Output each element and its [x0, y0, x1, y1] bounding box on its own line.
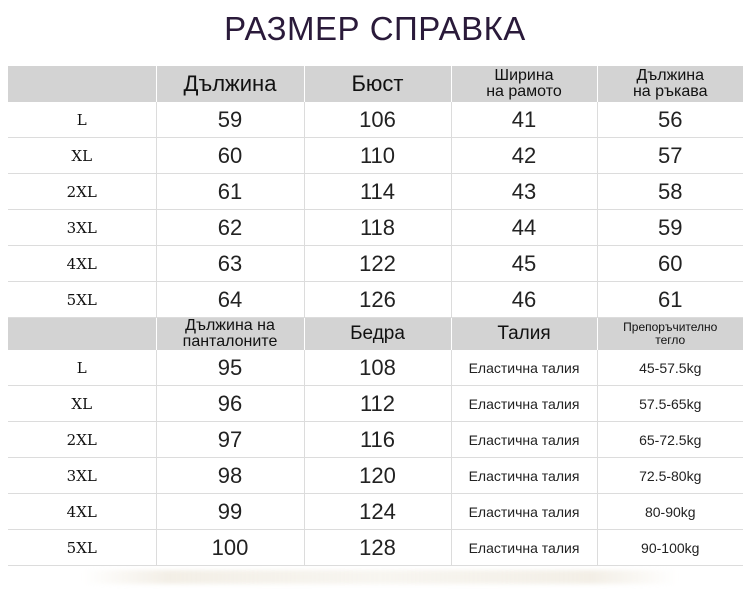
length-cell: 63	[156, 246, 304, 282]
pants-length-cell: 98	[156, 458, 304, 494]
table-row	[8, 174, 743, 210]
length-cell: 59	[156, 102, 304, 138]
table-row	[8, 210, 743, 246]
waist-cell: Еластична талия	[451, 350, 597, 386]
length-cell: 61	[156, 174, 304, 210]
header-bust: Бюст	[304, 66, 451, 102]
header-weight-line2: тегло	[655, 333, 686, 347]
bust-cell: 110	[304, 138, 451, 174]
bust-cell: 114	[304, 174, 451, 210]
shoulder-cell: 45	[451, 246, 597, 282]
size-cell: XL	[8, 138, 156, 174]
size-cell: L	[8, 102, 156, 138]
waist-cell: Еластична талия	[451, 530, 597, 566]
waist-cell: Еластична талия	[451, 386, 597, 422]
sleeve-cell: 61	[597, 282, 743, 318]
header-pants-line2: панталоните	[182, 333, 278, 350]
size-cell: XL	[8, 386, 156, 422]
shoulder-cell: 41	[451, 102, 597, 138]
weight-cell: 80-90kg	[597, 494, 743, 530]
page-title: РАЗМЕР СПРАВКА	[224, 10, 526, 47]
table-row	[8, 138, 743, 174]
header-empty	[8, 66, 156, 102]
size-cell: 4XL	[8, 494, 156, 530]
size-cell: 5XL	[8, 282, 156, 318]
waist-cell: Еластична талия	[451, 422, 597, 458]
size-cell: 5XL	[8, 530, 156, 566]
header-waist: Талия	[451, 318, 597, 351]
header-shoulder-line1: Ширина	[494, 67, 554, 84]
table-row	[8, 422, 743, 458]
waist-cell: Еластична талия	[451, 494, 597, 530]
header-weight-line1: Препоръчително	[623, 320, 718, 334]
size-cell: 2XL	[8, 422, 156, 458]
header-recommended-weight	[597, 318, 743, 351]
size-cell: 3XL	[8, 458, 156, 494]
sleeve-cell: 56	[597, 102, 743, 138]
waist-cell: Еластична талия	[451, 458, 597, 494]
header-shoulder-line2: на рамото	[486, 83, 562, 100]
sleeve-cell: 58	[597, 174, 743, 210]
header-pants-length	[156, 318, 304, 351]
bust-cell: 118	[304, 210, 451, 246]
size-cell: 3XL	[8, 210, 156, 246]
table-row	[8, 102, 743, 138]
pants-length-cell: 100	[156, 530, 304, 566]
size-cell: 2XL	[8, 174, 156, 210]
shoulder-cell: 42	[451, 138, 597, 174]
header-pants-line1: Дължина на	[185, 317, 275, 334]
table-row	[8, 458, 743, 494]
length-cell: 64	[156, 282, 304, 318]
hips-cell: 116	[304, 422, 451, 458]
pants-length-cell: 99	[156, 494, 304, 530]
shoulder-cell: 43	[451, 174, 597, 210]
header-shoulder-width	[451, 66, 597, 102]
size-cell: L	[8, 350, 156, 386]
pants-length-cell: 97	[156, 422, 304, 458]
pants-length-cell: 95	[156, 350, 304, 386]
hips-cell: 108	[304, 350, 451, 386]
hips-cell: 112	[304, 386, 451, 422]
bottom-header-row	[8, 318, 743, 351]
shoulder-cell: 44	[451, 210, 597, 246]
table-row	[8, 282, 743, 318]
length-cell: 60	[156, 138, 304, 174]
weight-cell: 90-100kg	[597, 530, 743, 566]
weight-cell: 57.5-65kg	[597, 386, 743, 422]
sleeve-cell: 57	[597, 138, 743, 174]
header-empty	[8, 318, 156, 351]
weight-cell: 65-72.5kg	[597, 422, 743, 458]
table-row	[8, 246, 743, 282]
shoulder-cell: 46	[451, 282, 597, 318]
bust-cell: 126	[304, 282, 451, 318]
hips-cell: 120	[304, 458, 451, 494]
bust-cell: 122	[304, 246, 451, 282]
length-cell: 62	[156, 210, 304, 246]
bust-cell: 106	[304, 102, 451, 138]
top-header-row	[8, 66, 743, 102]
size-cell: 4XL	[8, 246, 156, 282]
header-sleeve-line1: Дължина	[636, 67, 705, 84]
header-sleeve-line2: на ръкава	[632, 83, 708, 100]
size-chart	[8, 66, 743, 566]
sleeve-cell: 60	[597, 246, 743, 282]
hips-cell: 128	[304, 530, 451, 566]
table-row	[8, 530, 743, 566]
weight-cell: 72.5-80kg	[597, 458, 743, 494]
weight-cell: 45-57.5kg	[597, 350, 743, 386]
blurred-footer-strip	[80, 570, 680, 584]
table-row	[8, 350, 743, 386]
table-row	[8, 386, 743, 422]
header-sleeve-length	[597, 66, 743, 102]
pants-length-cell: 96	[156, 386, 304, 422]
size-table	[8, 66, 743, 566]
header-hips: Бедра	[304, 318, 451, 351]
hips-cell: 124	[304, 494, 451, 530]
table-row	[8, 494, 743, 530]
sleeve-cell: 59	[597, 210, 743, 246]
header-length: Дължина	[156, 66, 304, 102]
